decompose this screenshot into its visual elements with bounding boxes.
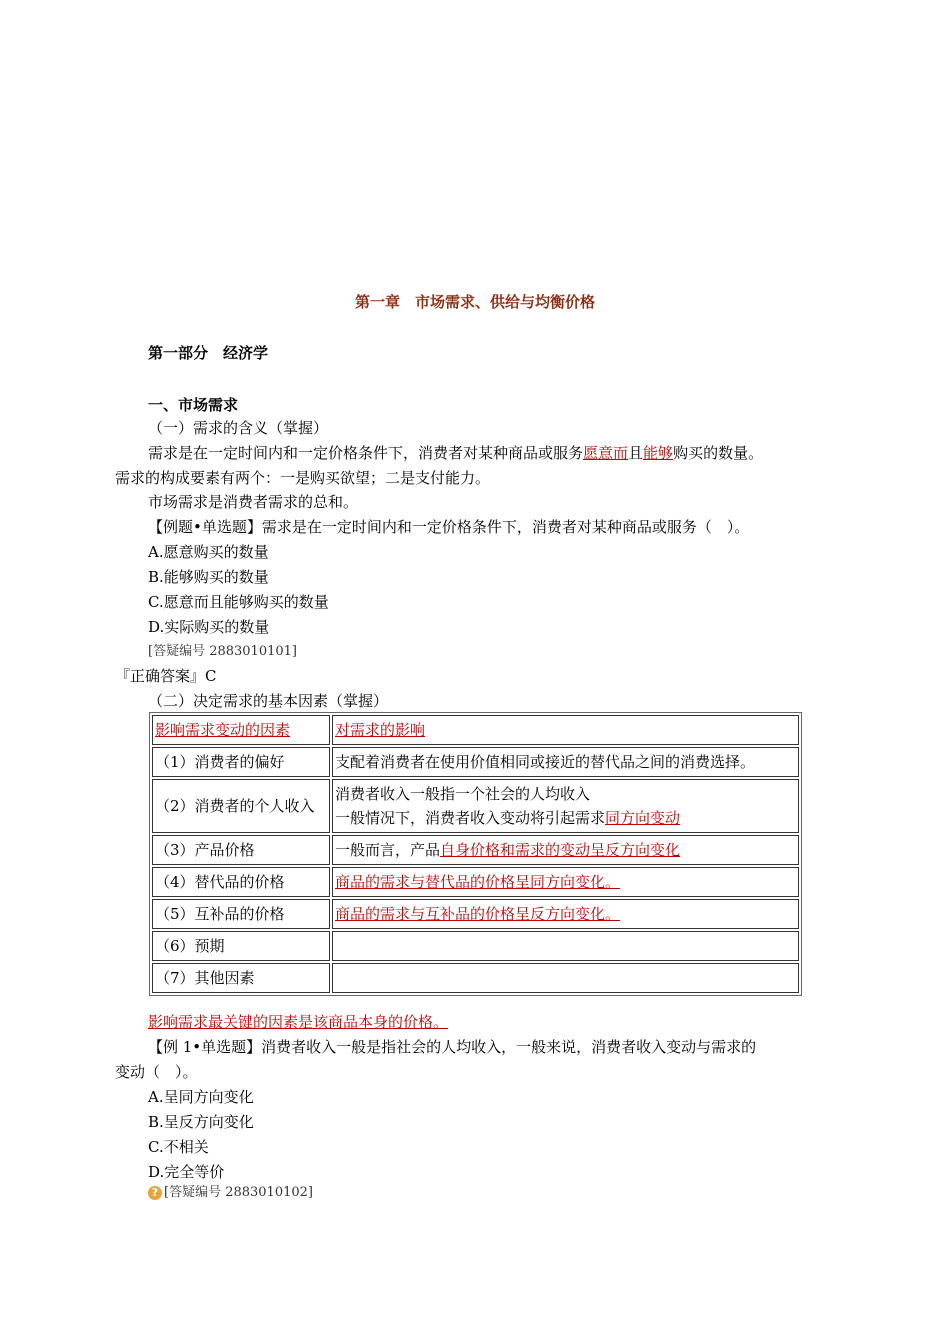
table-row xyxy=(152,835,799,865)
table-row xyxy=(152,867,799,897)
table-cell: （1）消费者的偏好 xyxy=(152,747,330,777)
definition-text: 需求是在一定时间内和一定价格条件下，消费者对某种商品或服务 xyxy=(148,444,584,462)
market-demand-note: 市场需求是消费者需求的总和。 xyxy=(148,493,359,511)
question-1-answer: 『正确答案』C xyxy=(115,667,217,685)
table-cell: （7）其他因素 xyxy=(152,963,330,993)
table-cell xyxy=(332,931,799,961)
table-cell: （2）消费者的个人收入 xyxy=(152,779,330,833)
table-header-row xyxy=(152,715,799,745)
table-row xyxy=(152,899,799,929)
question-2-option-b: B.呈反方向变化 xyxy=(148,1113,254,1131)
help-icon[interactable]: ? xyxy=(148,1186,162,1200)
question-2-option-c: C.不相关 xyxy=(148,1138,209,1156)
demand-definition xyxy=(148,443,763,463)
highlight-able: 能够 xyxy=(643,444,674,462)
header-factor: 影响需求变动的因素 xyxy=(155,721,291,739)
effect-text: 一般情况下，消费者收入变动将引起需求 xyxy=(335,809,606,827)
table-cell xyxy=(332,963,799,993)
question-1-ref[interactable]: [答疑编号 2883010101] xyxy=(148,644,297,659)
demand-factors-table xyxy=(149,712,802,996)
question-1-option-d: D.实际购买的数量 xyxy=(148,618,270,636)
effect-highlight: 同方向变动 xyxy=(605,809,681,827)
effect-line: 消费者收入一般指一个社会的人均收入 xyxy=(335,785,591,803)
question-1-option-a: A.愿意购买的数量 xyxy=(148,543,269,561)
question-2-stem-cont: 变动（ ）。 xyxy=(115,1063,198,1081)
table-cell: （4）替代品的价格 xyxy=(152,867,330,897)
question-1-option-c: C.愿意而且能够购买的数量 xyxy=(148,593,329,611)
chapter-title: 第一章 市场需求、供给与均衡价格 xyxy=(354,293,595,311)
table-cell: （6）预期 xyxy=(152,931,330,961)
table-row xyxy=(152,963,799,993)
key-factor-note: 影响需求最关键的因素是该商品本身的价格。 xyxy=(148,1013,449,1031)
table-row xyxy=(152,779,799,833)
table-cell: 支配着消费者在使用价值相同或接近的替代品之间的消费选择。 xyxy=(332,747,799,777)
question-2-stem: 【例 1•单选题】消费者收入一般是指社会的人均收入，一般来说，消费者收入变动与需求的 xyxy=(148,1038,757,1056)
question-2-ref-text: [答疑编号 2883010102] xyxy=(164,1185,313,1200)
effect-highlight: 商品的需求与互补品的价格呈反方向变化。 xyxy=(335,905,621,923)
question-2-option-d: D.完全等价 xyxy=(148,1163,225,1181)
effect-line xyxy=(335,806,796,830)
table-header-cell xyxy=(152,715,330,745)
question-2-option-a: A.呈同方向变化 xyxy=(148,1088,254,1106)
definition-and: 且 xyxy=(628,444,644,462)
table-row xyxy=(152,931,799,961)
highlight-willing: 愿意而 xyxy=(583,444,629,462)
table-cell: （3）产品价格 xyxy=(152,835,330,865)
part-title: 第一部分 经济学 xyxy=(148,344,269,362)
subsection-title-2: （二）决定需求的基本因素（掌握） xyxy=(148,692,389,710)
table-cell xyxy=(332,867,799,897)
effect-highlight: 自身价格和需求的变动呈反方向变化 xyxy=(440,841,681,859)
demand-elements: 需求的构成要素有两个：一是购买欲望；二是支付能力。 xyxy=(115,469,491,487)
table-cell xyxy=(332,835,799,865)
question-2-ref[interactable] xyxy=(148,1183,313,1203)
definition-end: 购买的数量。 xyxy=(673,444,764,462)
question-1-stem: 【例题•单选题】需求是在一定时间内和一定价格条件下，消费者对某种商品或服务（ ）。 xyxy=(148,518,750,536)
table-header-cell xyxy=(332,715,799,745)
table-cell xyxy=(332,899,799,929)
table-cell xyxy=(332,779,799,833)
table-row xyxy=(152,747,799,777)
section-title: 一、市场需求 xyxy=(148,396,239,414)
subsection-title-1: （一）需求的含义（掌握） xyxy=(148,419,329,437)
effect-text: 一般而言，产品 xyxy=(335,841,441,859)
effect-highlight: 商品的需求与替代品的价格呈同方向变化。 xyxy=(335,873,621,891)
question-1-option-b: B.能够购买的数量 xyxy=(148,568,269,586)
table-cell: （5）互补品的价格 xyxy=(152,899,330,929)
header-effect: 对需求的影响 xyxy=(335,721,426,739)
